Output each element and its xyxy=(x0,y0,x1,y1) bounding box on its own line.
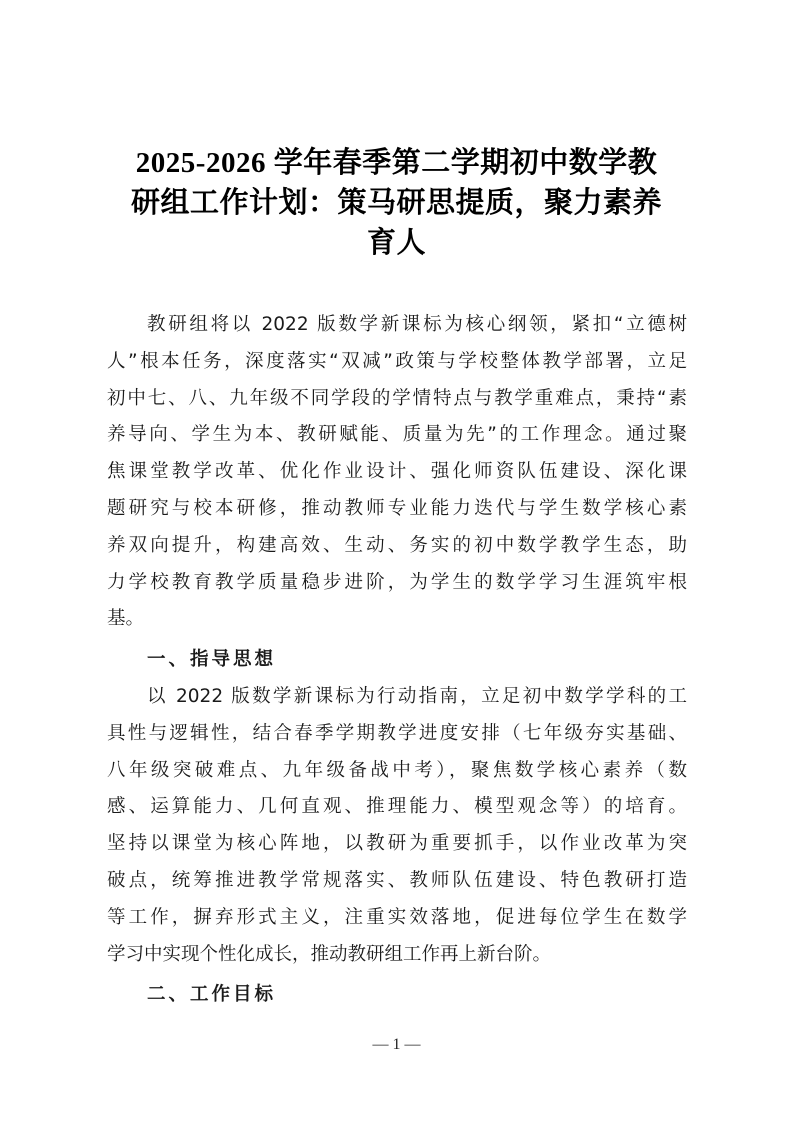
page-number: — 1 — xyxy=(372,1036,421,1053)
document-title xyxy=(100,143,693,263)
title-line-3: 育人 xyxy=(366,227,426,259)
text-line: 感、运算能力、几何直观、推理能力、模型观念等）的培育。 xyxy=(107,796,687,818)
text-line: 基。 xyxy=(107,608,145,630)
text-line: 力学校教育教学质量稳步进阶，为学生的数学学习生涯筑牢根 xyxy=(107,571,687,593)
title-line-1: 2025-2026 学年春季第二学期初中数学教 xyxy=(135,147,658,179)
document-body xyxy=(107,307,687,1014)
text-line: 题研究与校本研修，推动教师专业能力迭代与学生数学核心素 xyxy=(107,497,687,519)
text-line: 养导向、学生为本、教研赋能、质量为先”的工作理念。通过聚 xyxy=(107,424,687,446)
section-heading-guiding-ideology: 一、指导思想 xyxy=(147,649,277,671)
text-line: 具性与逻辑性，结合春季学期教学进度安排（七年级夯实基础、 xyxy=(107,722,687,744)
guiding-ideology-paragraph xyxy=(107,679,687,973)
text-line: 破点，统筹推进教学常规落实、教师队伍建设、特色教研打造 xyxy=(107,869,687,891)
section-heading-work-goals: 二、工作目标 xyxy=(147,984,277,1006)
text-line: 人”根本任务，深度落实“双减”政策与学校整体教学部署，立足 xyxy=(107,350,687,372)
text-line: 养双向提升，构建高效、生动、务实的初中数学教学生态，助 xyxy=(107,534,687,556)
title-line-2: 研组工作计划：策马研思提质，聚力素养 xyxy=(130,187,662,219)
text-line: 初中七、八、九年级不同学段的学情特点与教学重难点，秉持“素 xyxy=(107,387,687,409)
text-line: 八年级突破难点、九年级备战中考），聚焦数学核心素养（数 xyxy=(107,759,687,781)
text-line: 焦课堂教学改革、优化作业设计、强化师资队伍建设、深化课 xyxy=(107,461,687,483)
text-line: 以 2022 版数学新课标为行动指南，立足初中数学学科的工 xyxy=(147,685,687,707)
text-line: 学习中实现个性化成长，推动教研组工作再上新台阶。 xyxy=(107,943,552,965)
text-line: 等工作，摒弃形式主义，注重实效落地，促进每位学生在数学 xyxy=(107,906,687,928)
intro-paragraph xyxy=(107,307,687,638)
text-line: 教研组将以 2022 版数学新课标为核心纲领，紧扣“立德树 xyxy=(147,314,687,335)
text-line: 坚持以课堂为核心阵地，以教研为重要抓手，以作业改革为突 xyxy=(107,833,687,855)
